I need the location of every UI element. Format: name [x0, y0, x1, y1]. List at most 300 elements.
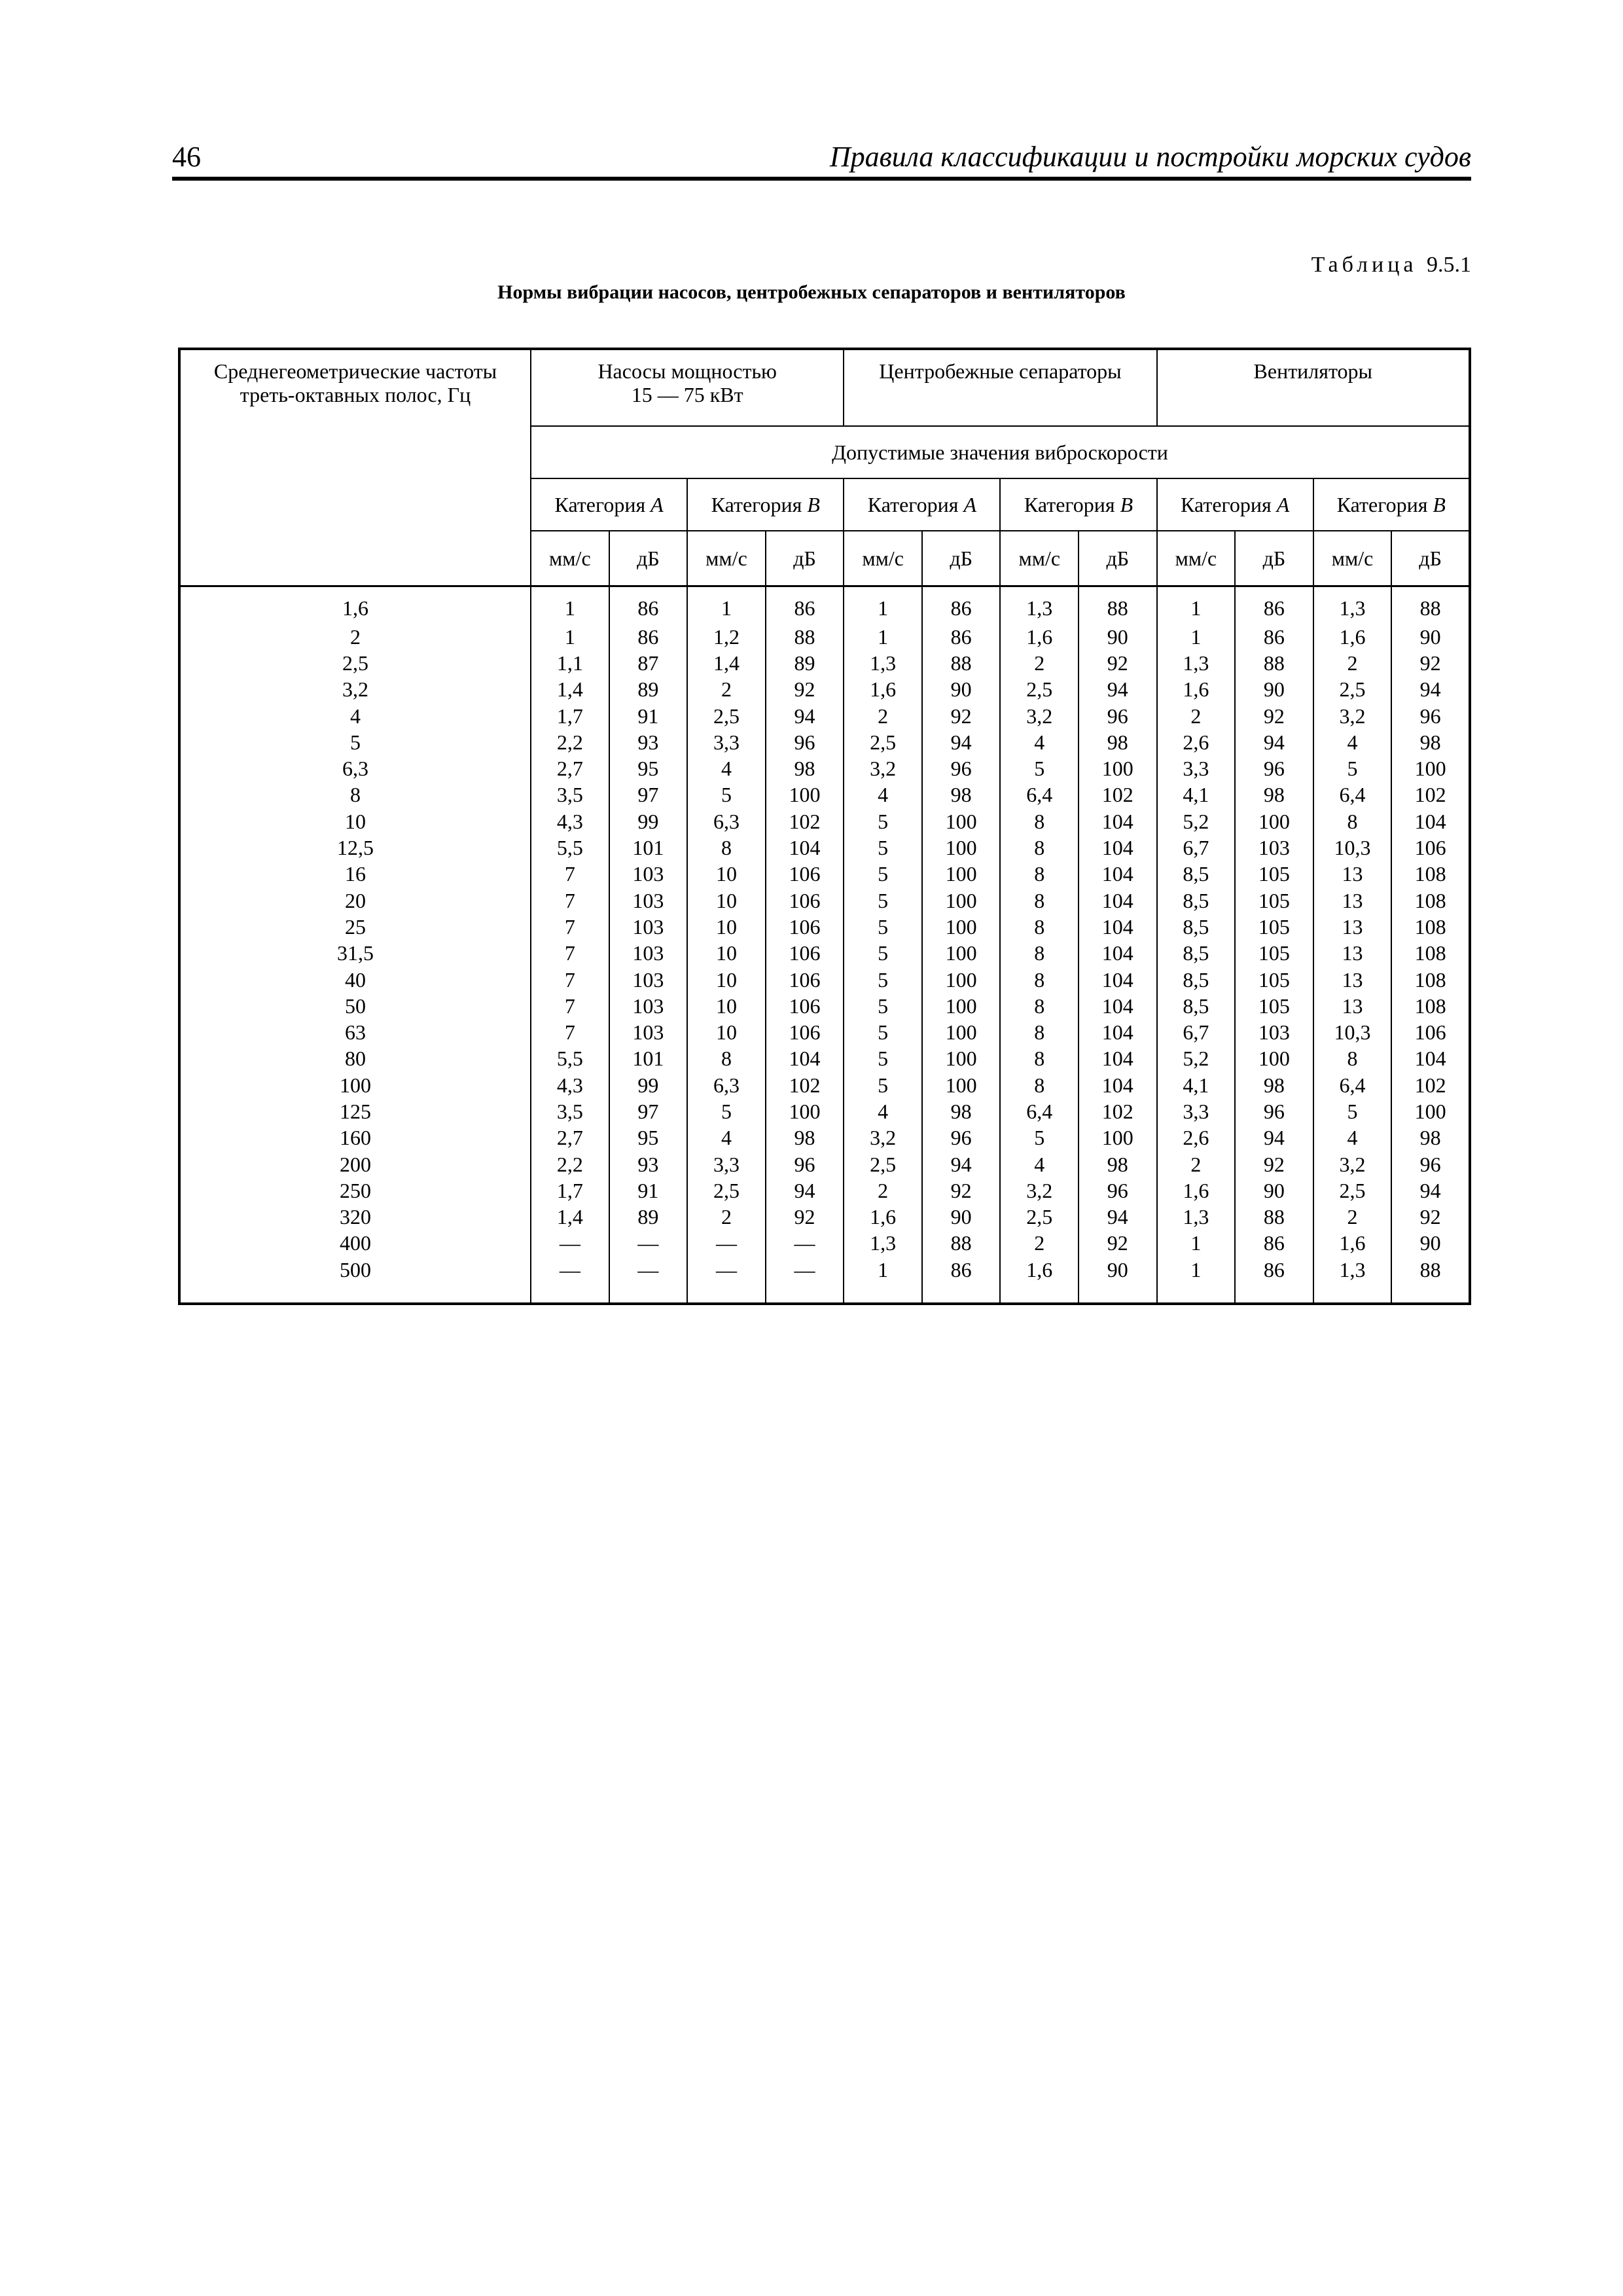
- velocity-db-cell: 103: [609, 887, 688, 913]
- velocity-mms-cell: 4: [1000, 729, 1079, 755]
- velocity-mms-cell: 13: [1313, 914, 1392, 940]
- velocity-mms-cell: 8: [1000, 861, 1079, 887]
- velocity-db-cell: 86: [1235, 1257, 1313, 1304]
- table-row: [179, 1151, 1470, 1177]
- velocity-db-cell: 88: [922, 1230, 1001, 1256]
- frequency-cell: 12,5: [179, 834, 531, 861]
- velocity-db-cell: 103: [609, 914, 688, 940]
- velocity-mms-cell: 13: [1313, 887, 1392, 913]
- frequency-cell: 160: [179, 1124, 531, 1151]
- velocity-mms-cell: 2,5: [1313, 676, 1392, 702]
- velocity-db-cell: 92: [766, 676, 844, 702]
- header-rule: [172, 177, 1471, 181]
- unit-mms-header: мм/с: [1157, 531, 1236, 586]
- velocity-mms-cell: 13: [1313, 993, 1392, 1019]
- velocity-db-cell: 98: [1391, 729, 1470, 755]
- page-number: 46: [172, 141, 201, 173]
- velocity-mms-cell: 5: [844, 914, 922, 940]
- velocity-mms-cell: 2,5: [1000, 676, 1079, 702]
- frequency-cell: 5: [179, 729, 531, 755]
- table-row: [179, 966, 1470, 992]
- velocity-db-cell: 104: [1079, 1019, 1157, 1045]
- velocity-mms-cell: 5: [844, 808, 922, 834]
- velocity-mms-cell: 13: [1313, 966, 1392, 992]
- velocity-mms-cell: 7: [531, 940, 609, 966]
- velocity-db-cell: 103: [609, 966, 688, 992]
- velocity-mms-cell: 10,3: [1313, 834, 1392, 861]
- velocity-db-cell: 104: [1079, 1045, 1157, 1071]
- velocity-db-cell: 94: [1235, 729, 1313, 755]
- table-row: [179, 1098, 1470, 1124]
- velocity-db-cell: 89: [609, 1204, 688, 1230]
- velocity-db-cell: 92: [1235, 1151, 1313, 1177]
- frequency-cell: 20: [179, 887, 531, 913]
- frequency-cell: 200: [179, 1151, 531, 1177]
- table-row: [179, 1257, 1470, 1304]
- velocity-mms-cell: 1,2: [687, 624, 766, 650]
- velocity-db-cell: 96: [922, 755, 1001, 781]
- table-row: [179, 781, 1470, 808]
- velocity-db-cell: 94: [1391, 1177, 1470, 1204]
- pumps-category-a-header: [531, 478, 687, 531]
- velocity-mms-cell: 7: [531, 887, 609, 913]
- velocity-mms-cell: 3,3: [1157, 1098, 1236, 1124]
- velocity-db-cell: 100: [1391, 755, 1470, 781]
- velocity-db-cell: 106: [766, 993, 844, 1019]
- velocity-mms-cell: 8: [1313, 1045, 1392, 1071]
- velocity-mms-cell: 1,7: [531, 1177, 609, 1204]
- frequency-cell: 3,2: [179, 676, 531, 702]
- velocity-mms-cell: 1: [1157, 586, 1236, 624]
- velocity-db-cell: 108: [1391, 861, 1470, 887]
- velocity-db-cell: 98: [766, 1124, 844, 1151]
- velocity-db-cell: 95: [609, 755, 688, 781]
- table-row: [179, 650, 1470, 676]
- velocity-db-cell: 96: [1391, 1151, 1470, 1177]
- velocity-mms-cell: 2,6: [1157, 729, 1236, 755]
- velocity-db-cell: 88: [1235, 650, 1313, 676]
- table-row: [179, 1177, 1470, 1204]
- velocity-mms-cell: 1,3: [1157, 1204, 1236, 1230]
- velocity-mms-cell: 6,7: [1157, 834, 1236, 861]
- velocity-mms-cell: —: [531, 1257, 609, 1304]
- velocity-db-cell: 96: [1079, 1177, 1157, 1204]
- frequency-cell: 400: [179, 1230, 531, 1256]
- unit-db-header: дБ: [766, 531, 844, 586]
- velocity-db-cell: 94: [922, 729, 1001, 755]
- velocity-mms-cell: 2,5: [1000, 1204, 1079, 1230]
- velocity-mms-cell: 8,5: [1157, 861, 1236, 887]
- velocity-mms-cell: 3,5: [531, 781, 609, 808]
- fans-category-a-header: [1157, 478, 1313, 531]
- table-label-number: 9.5.1: [1427, 253, 1471, 277]
- table-row: [179, 887, 1470, 913]
- velocity-db-cell: 90: [922, 676, 1001, 702]
- velocity-mms-cell: 1,3: [1313, 586, 1392, 624]
- velocity-mms-cell: 4,3: [531, 1072, 609, 1098]
- velocity-mms-cell: 5,2: [1157, 808, 1236, 834]
- velocity-mms-cell: 1: [687, 586, 766, 624]
- unit-mms-header: мм/с: [1000, 531, 1079, 586]
- velocity-mms-cell: 1: [531, 586, 609, 624]
- velocity-db-cell: 104: [1391, 1045, 1470, 1071]
- frequency-cell: 31,5: [179, 940, 531, 966]
- unit-mms-header: мм/с: [687, 531, 766, 586]
- velocity-mms-cell: 1,3: [1313, 1257, 1392, 1304]
- velocity-mms-cell: 5: [844, 887, 922, 913]
- velocity-mms-cell: 2,2: [531, 729, 609, 755]
- unit-db-header: дБ: [1079, 531, 1157, 586]
- velocity-db-cell: 96: [1235, 755, 1313, 781]
- velocity-mms-cell: 1,6: [1157, 676, 1236, 702]
- velocity-mms-cell: 5: [844, 861, 922, 887]
- velocity-mms-cell: 4,1: [1157, 1072, 1236, 1098]
- velocity-mms-cell: 5: [687, 781, 766, 808]
- velocity-db-cell: 100: [922, 808, 1001, 834]
- velocity-mms-cell: 1,4: [531, 676, 609, 702]
- velocity-mms-cell: 3,2: [1000, 702, 1079, 728]
- velocity-db-cell: 103: [1235, 1019, 1313, 1045]
- velocity-db-cell: 100: [922, 940, 1001, 966]
- velocity-mms-cell: 8,5: [1157, 887, 1236, 913]
- frequency-cell: 80: [179, 1045, 531, 1071]
- velocity-mms-cell: 10: [687, 1019, 766, 1045]
- velocity-mms-cell: 2: [1313, 1204, 1392, 1230]
- velocity-db-cell: 98: [922, 781, 1001, 808]
- velocity-db-cell: 88: [1235, 1204, 1313, 1230]
- velocity-mms-cell: 5,5: [531, 834, 609, 861]
- velocity-mms-cell: 3,2: [1313, 1151, 1392, 1177]
- velocity-db-cell: 104: [1079, 1072, 1157, 1098]
- velocity-mms-cell: 2,5: [687, 1177, 766, 1204]
- frequency-cell: 2: [179, 624, 531, 650]
- velocity-mms-cell: 1: [531, 624, 609, 650]
- velocity-db-cell: 97: [609, 1098, 688, 1124]
- velocity-db-cell: 101: [609, 834, 688, 861]
- velocity-mms-cell: 13: [1313, 861, 1392, 887]
- velocity-mms-cell: 4: [1000, 1151, 1079, 1177]
- velocity-mms-cell: 10: [687, 993, 766, 1019]
- velocity-db-cell: 98: [1235, 1072, 1313, 1098]
- velocity-db-cell: 86: [922, 624, 1001, 650]
- velocity-mms-cell: 1,6: [844, 1204, 922, 1230]
- velocity-mms-cell: 1,6: [1313, 1230, 1392, 1256]
- velocity-db-cell: 92: [922, 702, 1001, 728]
- velocity-mms-cell: 1: [844, 586, 922, 624]
- velocity-db-cell: 96: [1391, 702, 1470, 728]
- velocity-db-cell: 86: [766, 586, 844, 624]
- velocity-mms-cell: 4: [1313, 1124, 1392, 1151]
- velocity-db-cell: 102: [1079, 1098, 1157, 1124]
- unit-mms-header: мм/с: [844, 531, 922, 586]
- velocity-db-cell: 104: [1079, 914, 1157, 940]
- velocity-mms-cell: 5: [687, 1098, 766, 1124]
- velocity-mms-cell: 3,2: [1000, 1177, 1079, 1204]
- velocity-mms-cell: 8: [1000, 834, 1079, 861]
- velocity-mms-cell: 2: [1157, 702, 1236, 728]
- velocity-db-cell: 100: [922, 993, 1001, 1019]
- velocity-db-cell: 100: [922, 1072, 1001, 1098]
- frequency-cell: 2,5: [179, 650, 531, 676]
- velocity-db-cell: 96: [766, 1151, 844, 1177]
- velocity-db-cell: 86: [609, 624, 688, 650]
- velocity-mms-cell: 2,5: [1313, 1177, 1392, 1204]
- velocity-db-cell: 88: [1391, 1257, 1470, 1304]
- vibration-norms-table: [178, 348, 1471, 1305]
- velocity-mms-cell: 1,6: [844, 676, 922, 702]
- velocity-db-cell: 103: [609, 1019, 688, 1045]
- table-row: [179, 1045, 1470, 1071]
- category-letter: B: [807, 493, 820, 516]
- velocity-db-cell: 94: [1079, 676, 1157, 702]
- table-row: [179, 834, 1470, 861]
- velocity-db-cell: —: [766, 1230, 844, 1256]
- velocity-db-cell: 100: [1079, 755, 1157, 781]
- velocity-mms-cell: 7: [531, 993, 609, 1019]
- velocity-mms-cell: 7: [531, 861, 609, 887]
- velocity-db-cell: 97: [609, 781, 688, 808]
- group-separators-header: Центробежные сепараторы: [844, 349, 1156, 426]
- velocity-db-cell: 106: [1391, 1019, 1470, 1045]
- velocity-mms-cell: —: [531, 1230, 609, 1256]
- velocity-mms-cell: 2,5: [687, 702, 766, 728]
- velocity-db-cell: —: [766, 1257, 844, 1304]
- frequency-cell: 1,6: [179, 586, 531, 624]
- velocity-db-cell: 108: [1391, 914, 1470, 940]
- velocity-mms-cell: 5: [844, 1045, 922, 1071]
- velocity-db-cell: 90: [1079, 624, 1157, 650]
- velocity-mms-cell: 1,3: [1000, 586, 1079, 624]
- velocity-mms-cell: 8: [1000, 966, 1079, 992]
- velocity-db-cell: 100: [922, 861, 1001, 887]
- velocity-mms-cell: 5,5: [531, 1045, 609, 1071]
- velocity-mms-cell: 8,5: [1157, 966, 1236, 992]
- velocity-db-cell: 102: [1391, 1072, 1470, 1098]
- velocity-mms-cell: 8: [1000, 887, 1079, 913]
- velocity-db-cell: 105: [1235, 887, 1313, 913]
- table-row: [179, 914, 1470, 940]
- table-row: [179, 1019, 1470, 1045]
- velocity-mms-cell: 8: [1000, 1072, 1079, 1098]
- velocity-db-cell: 100: [1235, 1045, 1313, 1071]
- category-letter: B: [1120, 493, 1133, 516]
- velocity-mms-cell: 8: [687, 834, 766, 861]
- velocity-db-cell: 98: [1079, 729, 1157, 755]
- velocity-db-cell: 86: [1235, 1230, 1313, 1256]
- velocity-db-cell: 98: [922, 1098, 1001, 1124]
- velocity-mms-cell: 10: [687, 966, 766, 992]
- velocity-db-cell: 108: [1391, 993, 1470, 1019]
- velocity-mms-cell: 3,2: [844, 755, 922, 781]
- unit-mms-header: мм/с: [531, 531, 609, 586]
- velocity-db-cell: 90: [1391, 1230, 1470, 1256]
- table-row: [179, 1124, 1470, 1151]
- frequency-cell: 4: [179, 702, 531, 728]
- table-row: [179, 1204, 1470, 1230]
- velocity-mms-cell: 6,4: [1000, 1098, 1079, 1124]
- velocity-mms-cell: 8: [687, 1045, 766, 1071]
- unit-db-header: дБ: [1235, 531, 1313, 586]
- velocity-mms-cell: 1: [844, 1257, 922, 1304]
- velocity-db-cell: 103: [609, 940, 688, 966]
- velocity-mms-cell: 10: [687, 887, 766, 913]
- velocity-mms-cell: 1,3: [844, 650, 922, 676]
- velocity-db-cell: 92: [922, 1177, 1001, 1204]
- velocity-mms-cell: 2: [844, 1177, 922, 1204]
- table-row: [179, 1230, 1470, 1256]
- velocity-mms-cell: 1,3: [844, 1230, 922, 1256]
- velocity-db-cell: 108: [1391, 940, 1470, 966]
- velocity-mms-cell: 2,2: [531, 1151, 609, 1177]
- running-title: Правила классификации и постройки морских судов: [829, 141, 1471, 173]
- velocity-db-cell: 102: [1391, 781, 1470, 808]
- velocity-mms-cell: 1,6: [1313, 624, 1392, 650]
- category-word: Категория: [867, 493, 959, 516]
- velocity-db-cell: 103: [609, 993, 688, 1019]
- table-label: [1311, 254, 1471, 276]
- velocity-db-cell: 86: [609, 586, 688, 624]
- velocity-mms-cell: 8,5: [1157, 914, 1236, 940]
- velocity-db-cell: 100: [922, 887, 1001, 913]
- velocity-db-cell: 90: [1391, 624, 1470, 650]
- velocity-db-cell: 89: [609, 676, 688, 702]
- category-word: Категория: [711, 493, 802, 516]
- velocity-mms-cell: 5: [1000, 755, 1079, 781]
- velocity-mms-cell: 7: [531, 966, 609, 992]
- velocity-db-cell: 86: [1235, 624, 1313, 650]
- table-row: [179, 940, 1470, 966]
- velocity-db-cell: 92: [1235, 702, 1313, 728]
- frequency-cell: 16: [179, 861, 531, 887]
- velocity-mms-cell: 5,2: [1157, 1045, 1236, 1071]
- velocity-mms-cell: 10: [687, 940, 766, 966]
- velocity-db-cell: 96: [1079, 702, 1157, 728]
- frequency-cell: 125: [179, 1098, 531, 1124]
- velocity-db-cell: —: [609, 1257, 688, 1304]
- velocity-db-cell: 103: [609, 861, 688, 887]
- velocity-db-cell: 90: [1235, 676, 1313, 702]
- velocity-mms-cell: 2: [1000, 1230, 1079, 1256]
- frequency-header-line1: Среднегеометрические частоты: [213, 359, 497, 383]
- velocity-mms-cell: 1,6: [1000, 624, 1079, 650]
- category-word: Категория: [1336, 493, 1428, 516]
- frequency-cell: 100: [179, 1072, 531, 1098]
- velocity-mms-cell: 6,3: [687, 808, 766, 834]
- table-row: [179, 1072, 1470, 1098]
- velocity-db-cell: 94: [1235, 1124, 1313, 1151]
- velocity-mms-cell: 2,7: [531, 755, 609, 781]
- velocity-mms-cell: 6,4: [1000, 781, 1079, 808]
- velocity-db-cell: —: [609, 1230, 688, 1256]
- frequency-cell: 40: [179, 966, 531, 992]
- velocity-mms-cell: 2,6: [1157, 1124, 1236, 1151]
- velocity-mms-cell: 2: [1313, 650, 1392, 676]
- velocity-db-cell: 106: [766, 940, 844, 966]
- velocity-db-cell: 100: [1391, 1098, 1470, 1124]
- velocity-mms-cell: 2,5: [844, 729, 922, 755]
- velocity-db-cell: 102: [766, 808, 844, 834]
- category-word: Категория: [1181, 493, 1272, 516]
- velocity-mms-cell: 8: [1000, 940, 1079, 966]
- velocity-mms-cell: 1,4: [687, 650, 766, 676]
- category-word: Категория: [1024, 493, 1115, 516]
- frequency-cell: 8: [179, 781, 531, 808]
- velocity-db-cell: 98: [766, 755, 844, 781]
- velocity-db-cell: 108: [1391, 966, 1470, 992]
- frequency-cell: 250: [179, 1177, 531, 1204]
- group-pumps-header: [531, 349, 844, 426]
- velocity-mms-cell: 3,3: [687, 729, 766, 755]
- velocity-db-cell: 93: [609, 729, 688, 755]
- velocity-db-cell: 100: [766, 781, 844, 808]
- table-row: [179, 755, 1470, 781]
- velocity-db-cell: 96: [766, 729, 844, 755]
- velocity-mms-cell: 2,7: [531, 1124, 609, 1151]
- velocity-db-cell: 103: [1235, 834, 1313, 861]
- velocity-db-cell: 104: [1079, 887, 1157, 913]
- velocity-mms-cell: 2,5: [844, 1151, 922, 1177]
- velocity-mms-cell: 1,6: [1157, 1177, 1236, 1204]
- velocity-mms-cell: 2: [844, 702, 922, 728]
- velocity-mms-cell: 6,4: [1313, 781, 1392, 808]
- frequency-cell: 10: [179, 808, 531, 834]
- velocity-mms-cell: 8: [1313, 808, 1392, 834]
- table-body: [179, 586, 1470, 1304]
- velocity-db-cell: 98: [1391, 1124, 1470, 1151]
- velocity-mms-cell: 4: [844, 1098, 922, 1124]
- velocity-db-cell: 106: [766, 1019, 844, 1045]
- velocity-mms-cell: 8: [1000, 808, 1079, 834]
- velocity-mms-cell: 8,5: [1157, 940, 1236, 966]
- velocity-db-cell: 86: [1235, 586, 1313, 624]
- velocity-mms-cell: 6,4: [1313, 1072, 1392, 1098]
- velocity-mms-cell: 1: [1157, 1230, 1236, 1256]
- table-row: [179, 729, 1470, 755]
- table-row: [179, 861, 1470, 887]
- velocity-mms-cell: 5: [844, 993, 922, 1019]
- velocity-db-cell: 104: [1079, 966, 1157, 992]
- velocity-db-cell: 92: [1079, 650, 1157, 676]
- velocity-db-cell: 90: [1235, 1177, 1313, 1204]
- separators-category-b-header: [1000, 478, 1156, 531]
- velocity-mms-cell: 3,2: [1313, 702, 1392, 728]
- velocity-db-cell: 91: [609, 1177, 688, 1204]
- velocity-mms-cell: 5: [844, 940, 922, 966]
- velocity-mms-cell: 5: [844, 1019, 922, 1045]
- velocity-db-cell: 89: [766, 650, 844, 676]
- velocity-mms-cell: 2: [687, 1204, 766, 1230]
- fans-category-b-header: [1313, 478, 1470, 531]
- velocity-db-cell: 104: [1079, 808, 1157, 834]
- velocity-db-cell: 92: [1391, 1204, 1470, 1230]
- table-label-word: Таблица: [1311, 253, 1418, 277]
- table-row: [179, 676, 1470, 702]
- velocity-mms-cell: 1,1: [531, 650, 609, 676]
- velocity-db-cell: 94: [766, 1177, 844, 1204]
- velocity-db-cell: 102: [1079, 781, 1157, 808]
- velocity-mms-cell: 4,3: [531, 808, 609, 834]
- velocity-mms-cell: 1,3: [1157, 650, 1236, 676]
- frequency-cell: 500: [179, 1257, 531, 1304]
- velocity-mms-cell: 5: [844, 1072, 922, 1098]
- velocity-db-cell: 104: [766, 834, 844, 861]
- velocity-db-cell: 88: [922, 650, 1001, 676]
- velocity-mms-cell: 1: [1157, 1257, 1236, 1304]
- velocity-db-cell: 87: [609, 650, 688, 676]
- velocity-db-cell: 92: [1391, 650, 1470, 676]
- velocity-mms-cell: 5: [844, 834, 922, 861]
- velocity-db-cell: 100: [1235, 808, 1313, 834]
